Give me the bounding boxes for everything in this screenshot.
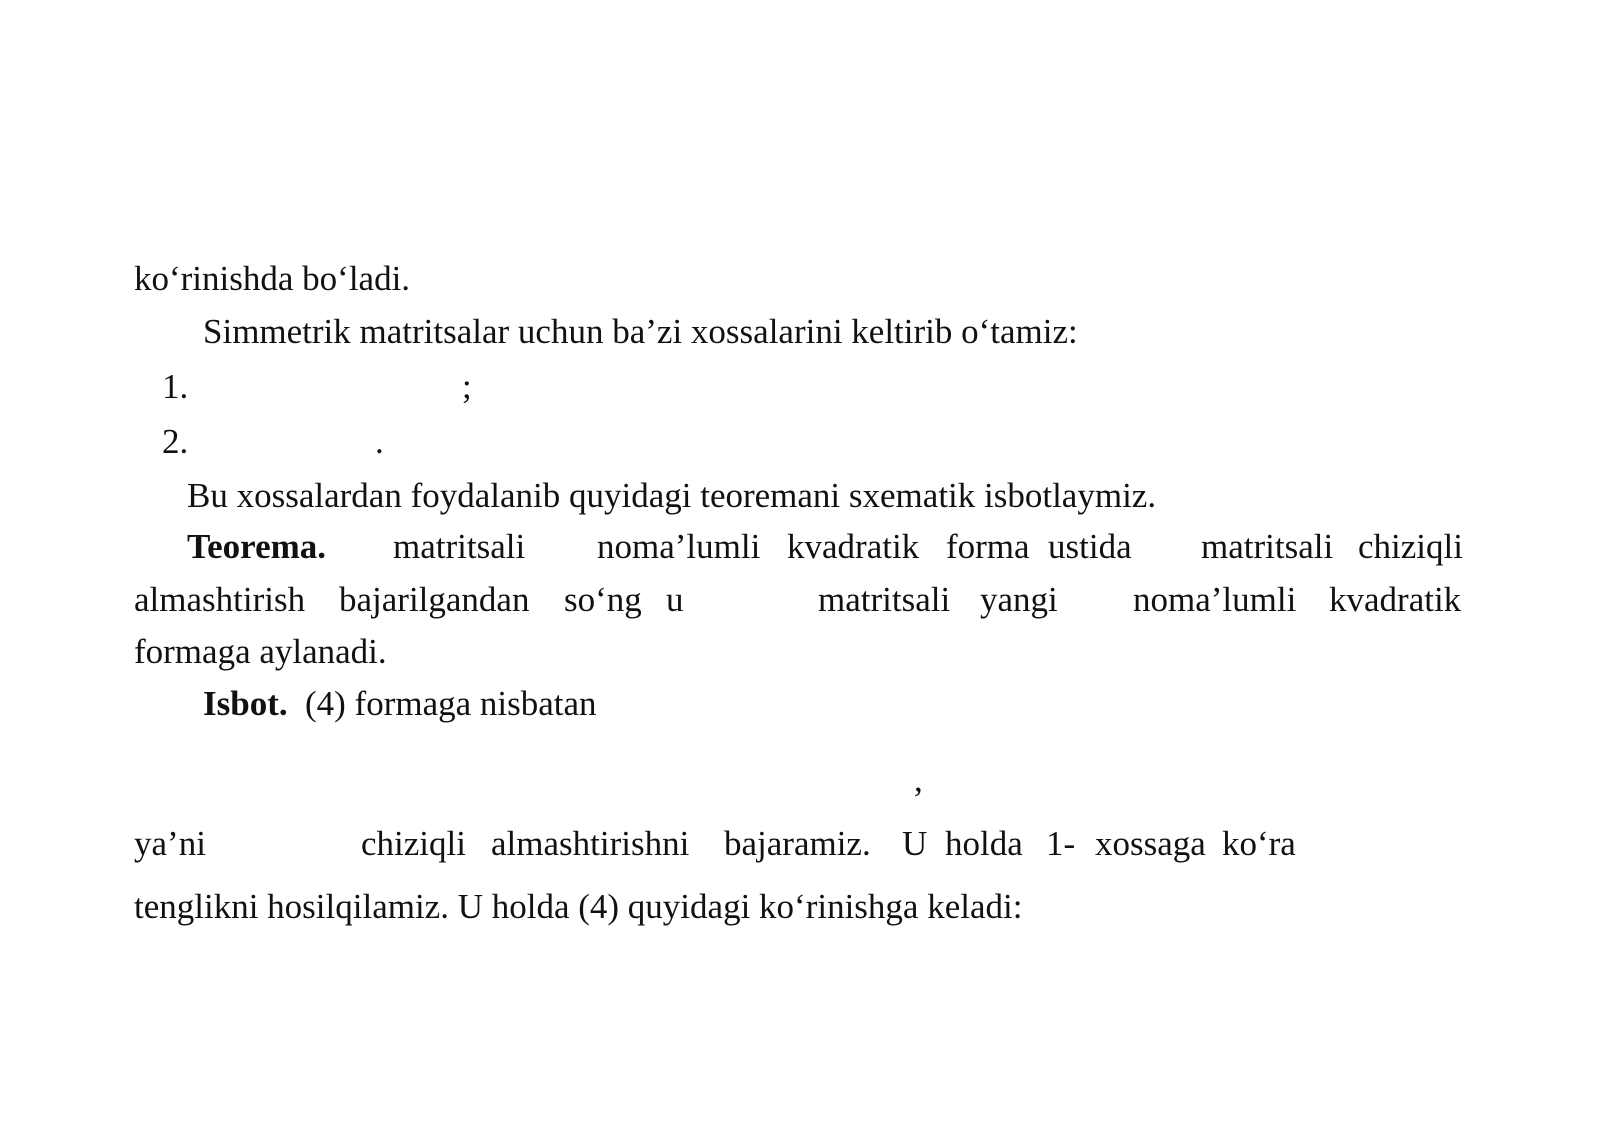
theorem-word: kvadratik [787, 527, 920, 566]
theorem-word: almashtirish [134, 580, 306, 619]
theorem-word: matritsali [393, 527, 526, 566]
theorem-word: forma [946, 527, 1030, 566]
proof-text: (4) formaga nisbatan [305, 684, 597, 723]
text-word: almashtirishni [491, 824, 690, 863]
text-line: tenglikni hosilqilamiz. U holda (4) quyidagi ko‘rinishga keladi: [134, 887, 1023, 926]
proof-label: Isbot. [203, 684, 288, 723]
text-word: 1- [1046, 824, 1076, 863]
theorem-word: yangi [980, 580, 1058, 619]
text-word: holda [945, 824, 1023, 863]
theorem-word: noma’lumli [597, 527, 761, 566]
theorem-word: ustida [1048, 527, 1132, 566]
text-line: Simmetrik matritsalar uchun ba’zi xossalarini keltirib o‘tamiz: [203, 312, 1078, 351]
theorem-word: kvadratik [1329, 580, 1462, 619]
list-item-number: 1. [162, 367, 189, 406]
theorem-label: Teorema. [187, 527, 327, 566]
text-line: ko‘rinishda bo‘ladi. [134, 259, 411, 298]
theorem-word: noma’lumli [1133, 580, 1297, 619]
theorem-word: matritsali [818, 580, 951, 619]
text-word: ya’ni [134, 824, 206, 863]
theorem-word: bajarilgandan [339, 580, 530, 619]
list-item-tail: . [375, 422, 384, 461]
theorem-word: matritsali [1201, 527, 1334, 566]
text-word: xossaga [1095, 824, 1206, 863]
theorem-word: so‘ng [564, 580, 642, 619]
list-item-number: 2. [162, 422, 189, 461]
text-line: formaga aylanadi. [134, 632, 387, 671]
text-line: Bu xossalardan foydalanib quyidagi teoremani sxematik isbotlaymiz. [187, 476, 1157, 515]
theorem-word: u [666, 580, 684, 619]
list-item-tail: ; [462, 367, 472, 406]
text-word: chiziqli [361, 824, 466, 863]
text-word: bajaramiz. [724, 824, 871, 863]
text-word: U [902, 824, 928, 863]
theorem-word: chiziqli [1358, 527, 1463, 566]
text-word: ko‘ra [1222, 824, 1296, 863]
formula-comma: , [914, 760, 923, 799]
